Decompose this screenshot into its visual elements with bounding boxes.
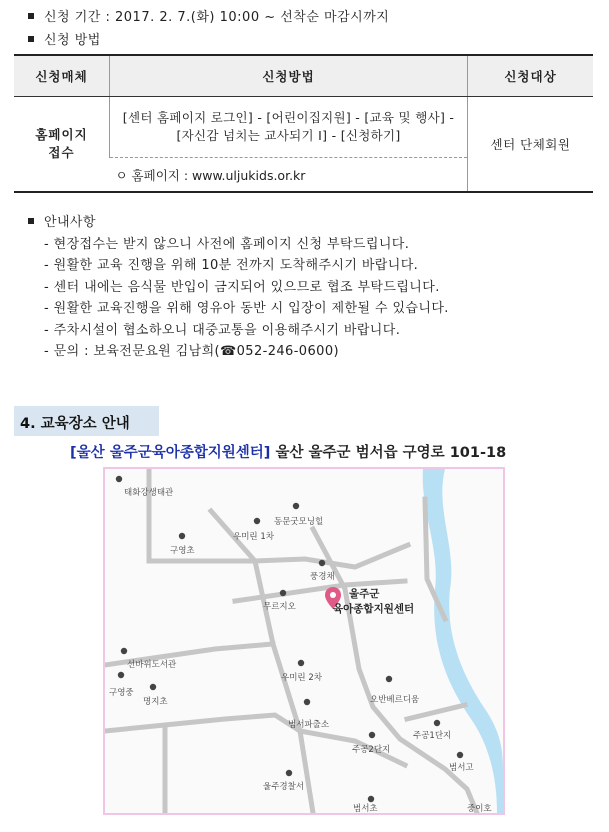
map-label: 선바위도서관 — [127, 660, 177, 670]
place-dot — [280, 590, 286, 596]
notes-block — [28, 212, 449, 363]
method-heading-text: 신청 방법 — [44, 33, 101, 48]
notes-heading — [28, 212, 449, 234]
place-dot — [150, 684, 156, 690]
place-dot — [434, 720, 440, 726]
period-line — [28, 6, 389, 25]
place-dot — [254, 518, 260, 524]
section-title: 4. 교육장소 안내 — [20, 416, 130, 432]
map-label: 구영초 — [170, 546, 195, 556]
map-label: 범서고 — [449, 763, 474, 773]
media-cell — [14, 97, 110, 193]
media-line-2: 접수 — [48, 145, 75, 160]
center-label: 육아종합지원센터 — [333, 603, 415, 615]
center-label: 울주군 — [349, 588, 380, 600]
map-label: 무르지오 — [263, 602, 296, 612]
map-label: 명지초 — [143, 697, 168, 707]
place-dot — [369, 732, 375, 738]
place-dot — [386, 676, 392, 682]
application-table — [14, 54, 593, 193]
note-item: - 문의 : 보육전문요원 김남희(☎052-246-0600) — [44, 344, 339, 359]
map-label: 풍경채 — [310, 572, 335, 582]
map-label: 중이호 — [467, 804, 492, 813]
road — [407, 705, 465, 719]
square-bullet-icon — [28, 36, 34, 42]
method-line-2: [자신감 넘치는 교사되기 I] - [신청하기] — [176, 128, 401, 143]
method-cell — [110, 97, 468, 158]
place-dot — [304, 699, 310, 705]
place-dot — [457, 752, 463, 758]
place-dot — [319, 560, 325, 566]
map-label: 범서초 — [353, 804, 378, 813]
map-graphic — [105, 469, 503, 813]
method-line-1: [센터 홈페이지 로그인] - [어린이집지원] - [교육 및 행사] - — [122, 110, 455, 125]
street-address: 울산 울주군 범서읍 구영로 101-18 — [270, 445, 507, 461]
notes-heading-text: 안내사항 — [44, 215, 96, 230]
media-line-1: 홈페이지 — [35, 127, 88, 142]
note-item: - 주차시설이 협소하오니 대중교통을 이용해주시기 바랍니다. — [44, 322, 401, 338]
map-label: 구영중 — [109, 688, 134, 698]
period-text: 신청 기간 : 2017. 2. 7.(화) 10:00 ~ 선착순 마감시까지 — [44, 10, 390, 25]
road — [211, 511, 313, 813]
location-map — [103, 467, 505, 815]
place-dot — [179, 533, 185, 539]
method-heading — [28, 29, 101, 48]
place-dot — [298, 660, 304, 666]
note-item: - 원활한 교육 진행을 위해 10분 전까지 도착해주시기 바랍니다. — [44, 258, 419, 273]
map-label: 오반베르디움 — [370, 695, 420, 705]
place-dot — [116, 476, 122, 482]
square-bullet-icon — [28, 13, 34, 19]
place-dot — [286, 770, 292, 776]
address-line — [70, 441, 506, 462]
place-dot — [118, 672, 124, 678]
center-name: [울산 울주군육아종합지원센터] — [70, 445, 271, 461]
place-dot — [368, 796, 374, 802]
square-bullet-icon — [28, 218, 34, 224]
map-label: 우미린 2차 — [281, 673, 322, 683]
note-item: - 원활한 교육진행을 위해 영유아 동반 시 입장이 제한될 수 있습니다. — [44, 301, 449, 316]
website-link[interactable]: ㅇ 홈페이지 : www.uljukids.or.kr — [115, 167, 306, 183]
map-label: 주공1단지 — [413, 731, 452, 741]
header-method: 신청방법 — [110, 55, 468, 97]
road — [105, 715, 405, 765]
map-label: 울주경찰서 — [263, 782, 305, 792]
target-cell: 센터 단체회원 — [468, 97, 594, 193]
note-item: - 현장접수는 받지 않으니 사전에 홈페이지 신청 부탁드립니다. — [44, 236, 410, 252]
road — [149, 469, 255, 561]
map-label: 태화강생태관 — [124, 488, 174, 498]
map-label: 동문굿모닝힐 — [274, 517, 324, 527]
note-item: - 센터 내에는 음식물 반입이 금지되어 있으므로 협조 부탁드립니다. — [44, 279, 440, 295]
section-heading — [14, 406, 159, 436]
map-label: 범서파출소 — [288, 720, 330, 730]
place-dot — [121, 648, 127, 654]
header-media: 신청매체 — [14, 55, 110, 97]
map-label: 우미린 1차 — [233, 532, 274, 542]
website-cell — [110, 158, 468, 193]
place-dot — [293, 503, 299, 509]
map-label: 주공2단지 — [352, 745, 391, 755]
header-target: 신청대상 — [468, 55, 594, 97]
